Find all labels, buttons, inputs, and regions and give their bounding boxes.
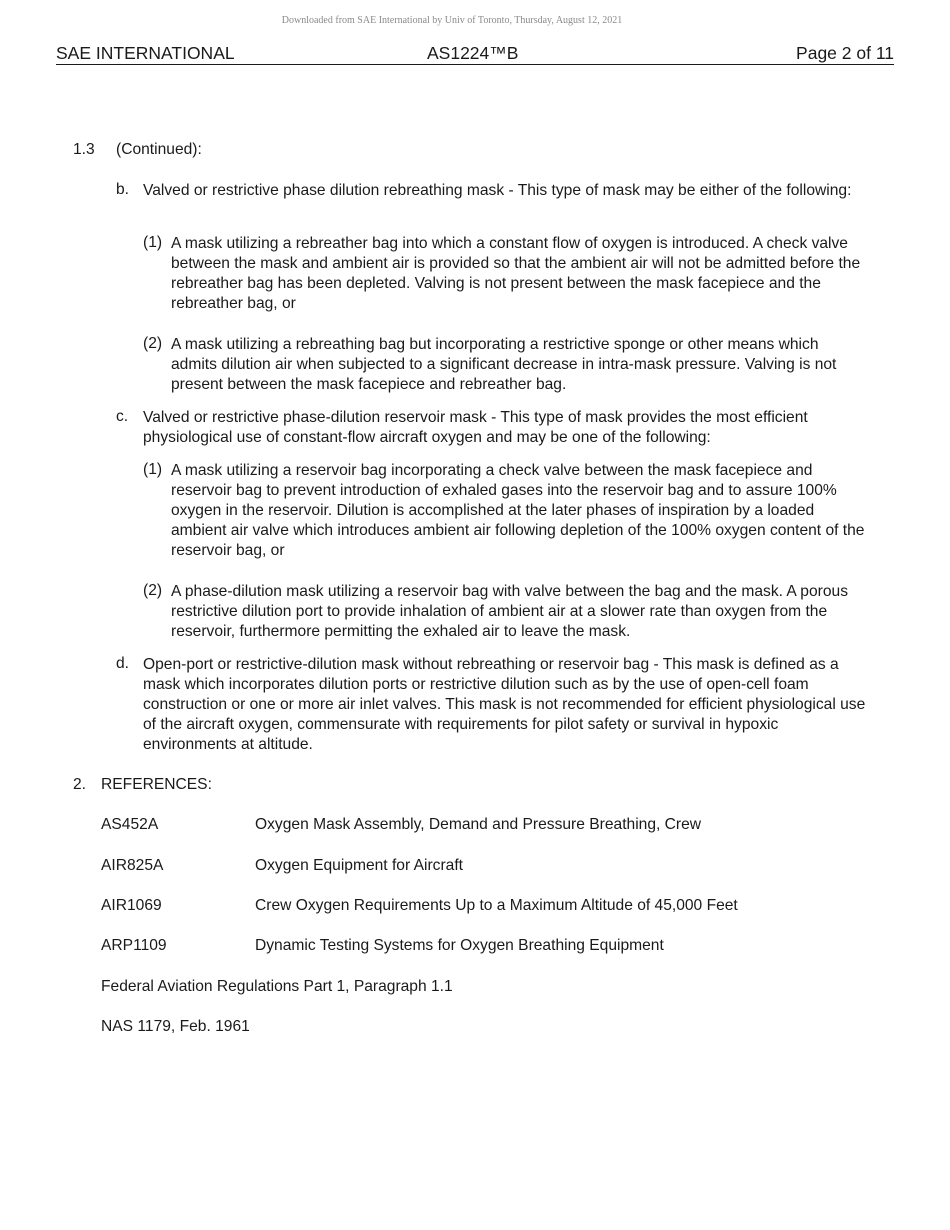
- reference-code: AS452A: [101, 816, 159, 833]
- paragraph-d: Open-port or restrictive-dilution mask without rebreathing or reservoir bag - This mask is defined as a mask which incorporates dilution ports or restrictive dilution such as by the use of open-cell foam construction or one or more air inlet valves. This mask is not recommended for efficient physiological use of the aircraft oxygen, commensurate with requirements for pilot safety or survival in hypoxic environments at altitude.: [143, 656, 866, 754]
- item-label: d.: [116, 655, 130, 672]
- paragraph-b: Valved or restrictive phase dilution rebreathing mask - This type of mask may be either of the following:: [143, 182, 852, 199]
- reference-code: AIR1069: [101, 897, 162, 914]
- section-title: (Continued):: [116, 141, 202, 158]
- paragraph-b-1: A mask utilizing a rebreather bag into which a constant flow of oxygen is introduced. A check valve between the mask and ambient air is provided so that the ambient air will not be admitted before the rebreather bag has been depleted. Valving is not present between the mask facepiece and the rebreather bag, or: [171, 235, 861, 313]
- paragraph-c-2: A phase-dilution mask utilizing a reservoir bag with valve between the bag and the mask. A porous restrictive dilution port to provide inhalation of ambient air at a slower rate than oxygen from the reservoir, furthermore permitting the exhaled air to leave the mask.: [171, 583, 848, 641]
- section-number: 1.3: [73, 141, 95, 158]
- item-label: b.: [116, 181, 130, 198]
- reference-title: Oxygen Mask Assembly, Demand and Pressure Breathing, Crew: [255, 816, 702, 833]
- subitem-label: (1): [143, 461, 163, 478]
- reference-code: ARP1109: [101, 937, 167, 954]
- reference-title: Crew Oxygen Requirements Up to a Maximum Altitude of 45,000 Feet: [255, 897, 738, 914]
- section-title: REFERENCES:: [101, 776, 212, 793]
- reference-title: Oxygen Equipment for Aircraft: [255, 857, 464, 874]
- subitem-label: (1): [143, 234, 163, 251]
- header-document-id: AS1224™B: [427, 43, 519, 63]
- reference-code: AIR825A: [101, 857, 164, 874]
- paragraph-c: Valved or restrictive phase-dilution reservoir mask - This type of mask provides the most efficient physiological use of constant-flow aircraft oxygen and may be one of the following:: [143, 409, 808, 447]
- item-label: c.: [116, 408, 129, 425]
- paragraph-c-1: A mask utilizing a reservoir bag incorporating a check valve between the mask facepiece and reservoir bag to prevent introduction of exhaled gases into the reservoir bag and to assure 100% oxygen in the reservoir. Dilution is accomplished at the later phases of inspiration by a loaded ambient air valve which introduces ambient air following depletion of the 100% oxygen content of the reservoir bag, or: [171, 462, 865, 560]
- download-notice: Downloaded from SAE International by Univ of Toronto, Thursday, August 12, 2021: [281, 15, 623, 26]
- subitem-label: (2): [143, 582, 163, 599]
- header-page-number: Page 2 of 11: [796, 43, 894, 63]
- header-organization: SAE INTERNATIONAL: [56, 43, 235, 63]
- reference-title: Dynamic Testing Systems for Oxygen Breathing Equipment: [255, 937, 664, 954]
- reference-other: Federal Aviation Regulations Part 1, Paragraph 1.1: [101, 978, 453, 995]
- reference-other: NAS 1179, Feb. 1961: [101, 1018, 250, 1035]
- subitem-label: (2): [143, 335, 163, 352]
- section-number: 2.: [73, 776, 87, 793]
- page-header: [56, 43, 894, 65]
- paragraph-b-2: A mask utilizing a rebreathing bag but incorporating a restrictive sponge or other means which admits dilution air when subjected to a significant decrease in intra-mask pressure. Valving is not present between the mask facepiece and rebreather bag.: [171, 336, 837, 394]
